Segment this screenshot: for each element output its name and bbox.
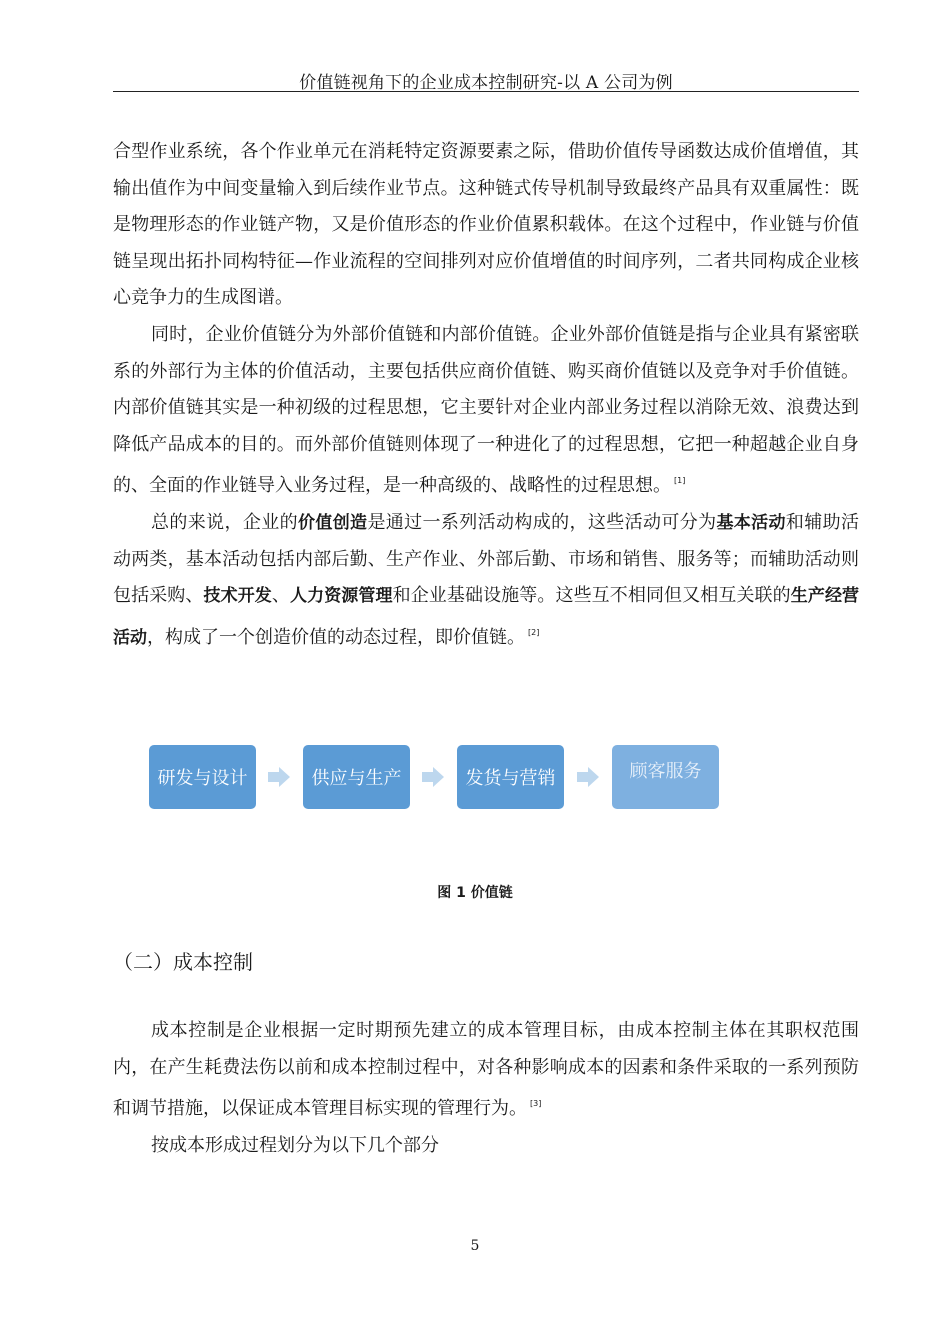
paragraph-2 (113, 317, 859, 505)
paragraph-3-text-2: 是通过一系列活动构成的，这些活动可分为 (367, 511, 717, 533)
right-arrow-icon (577, 767, 599, 787)
keyword-hr-management: 人力资源管理 (290, 586, 393, 607)
header-rule (113, 91, 859, 92)
citation-ref-2[interactable]: [2] (528, 627, 540, 637)
keyword-value-creation: 价值创造 (297, 512, 368, 533)
citation-ref-3[interactable]: [3] (530, 1099, 542, 1109)
paragraph-3-text-3: 和辅助活动两类，基本活动包括内部后勤、生产作业、外部后勤、市场和销售、服务等；而辅助活动则包括采购、 (113, 511, 860, 607)
flow-step-supply-production: 供应与生产 (303, 745, 410, 809)
flow-step-rd-design: 研发与设计 (149, 745, 256, 809)
flow-step-customer-service: 顾客服务 (612, 745, 719, 809)
right-arrow-icon (422, 767, 444, 787)
paragraph-3-text-4: 、 (271, 585, 290, 607)
figure-caption: 图 1 价值链 (437, 885, 513, 901)
paragraph-3-text-6: ，构成了一个创造价值的动态过程，即价值链。 (147, 626, 525, 648)
paragraph-4 (113, 1013, 859, 1128)
citation-ref-1[interactable]: [1] (674, 476, 686, 486)
right-arrow-icon (268, 767, 290, 787)
main-text-block-2 (113, 1013, 859, 1164)
paragraph-4-text: 成本控制是企业根据一定时期预先建立的成本管理目标，由成本控制主体在其职权范围内，在产生耗费法伤以前和成本控制过程中，对各种影响成本的因素和条件采取的一系列预防和调节措施，以保证成本管理目标实现的管理行为。 (113, 1020, 859, 1120)
main-text-block-1 (113, 134, 859, 656)
paragraph-1-text: 合型作业系统，各个作业单元在消耗特定资源要素之际，借助价值传导函数达成价值增值，其输出值作为中间变量输入到后续作业节点。这种链式传导机制导致最终产品具有双重属性：既是物理形态的作业链产物，又是价值形态的作业价值累积载体。在这个过程中，作业链与价值链呈现出拓扑同构特征—作业流程的空间排列对应价值增值的时间序列，二者共同构成企业核心竞争力的生成图谱。 (113, 141, 859, 309)
paragraph-3-text-5: 和企业基础设施等。这些互不相同但又相互关联的 (392, 585, 791, 607)
paragraph-1 (113, 134, 859, 317)
keyword-production-operations: 生产经营活动 (113, 586, 860, 648)
flow-step-delivery-marketing: 发货与营销 (457, 745, 564, 809)
keyword-basic-activities: 基本活动 (716, 512, 786, 533)
value-chain-diagram (0, 745, 950, 809)
paragraph-2-text: 同时，企业价值链分为外部价值链和内部价值链。企业外部价值链是指与企业具有紧密联系的外部行为主体的价值活动，主要包括供应商价值链、购买商价值链以及竞争对手价值链。内部价值链其实是一种初级的过程思想，它主要针对企业内部业务过程以消除无效、浪费达到降低产品成本的目的。而外部价值链则体现了一种进化了的过程思想，它把一种超越企业自身的、全面的作业链导入业务过程，是一种高级的、战略性的过程思想。 (113, 323, 859, 497)
paragraph-5-text: 按成本形成过程划分为以下几个部分 (151, 1134, 439, 1156)
keyword-tech-development: 技术开发 (203, 586, 272, 607)
page-header-title: 价值链视角下的企业成本控制研究-以 A 公司为例 (299, 73, 673, 93)
paragraph-3-text-1: 总的来说，企业的 (151, 511, 298, 533)
page-number: 5 (470, 1238, 480, 1254)
paragraph-3 (113, 505, 859, 656)
section-heading-cost-control: （二）成本控制 (113, 950, 253, 974)
paragraph-5 (113, 1128, 859, 1165)
